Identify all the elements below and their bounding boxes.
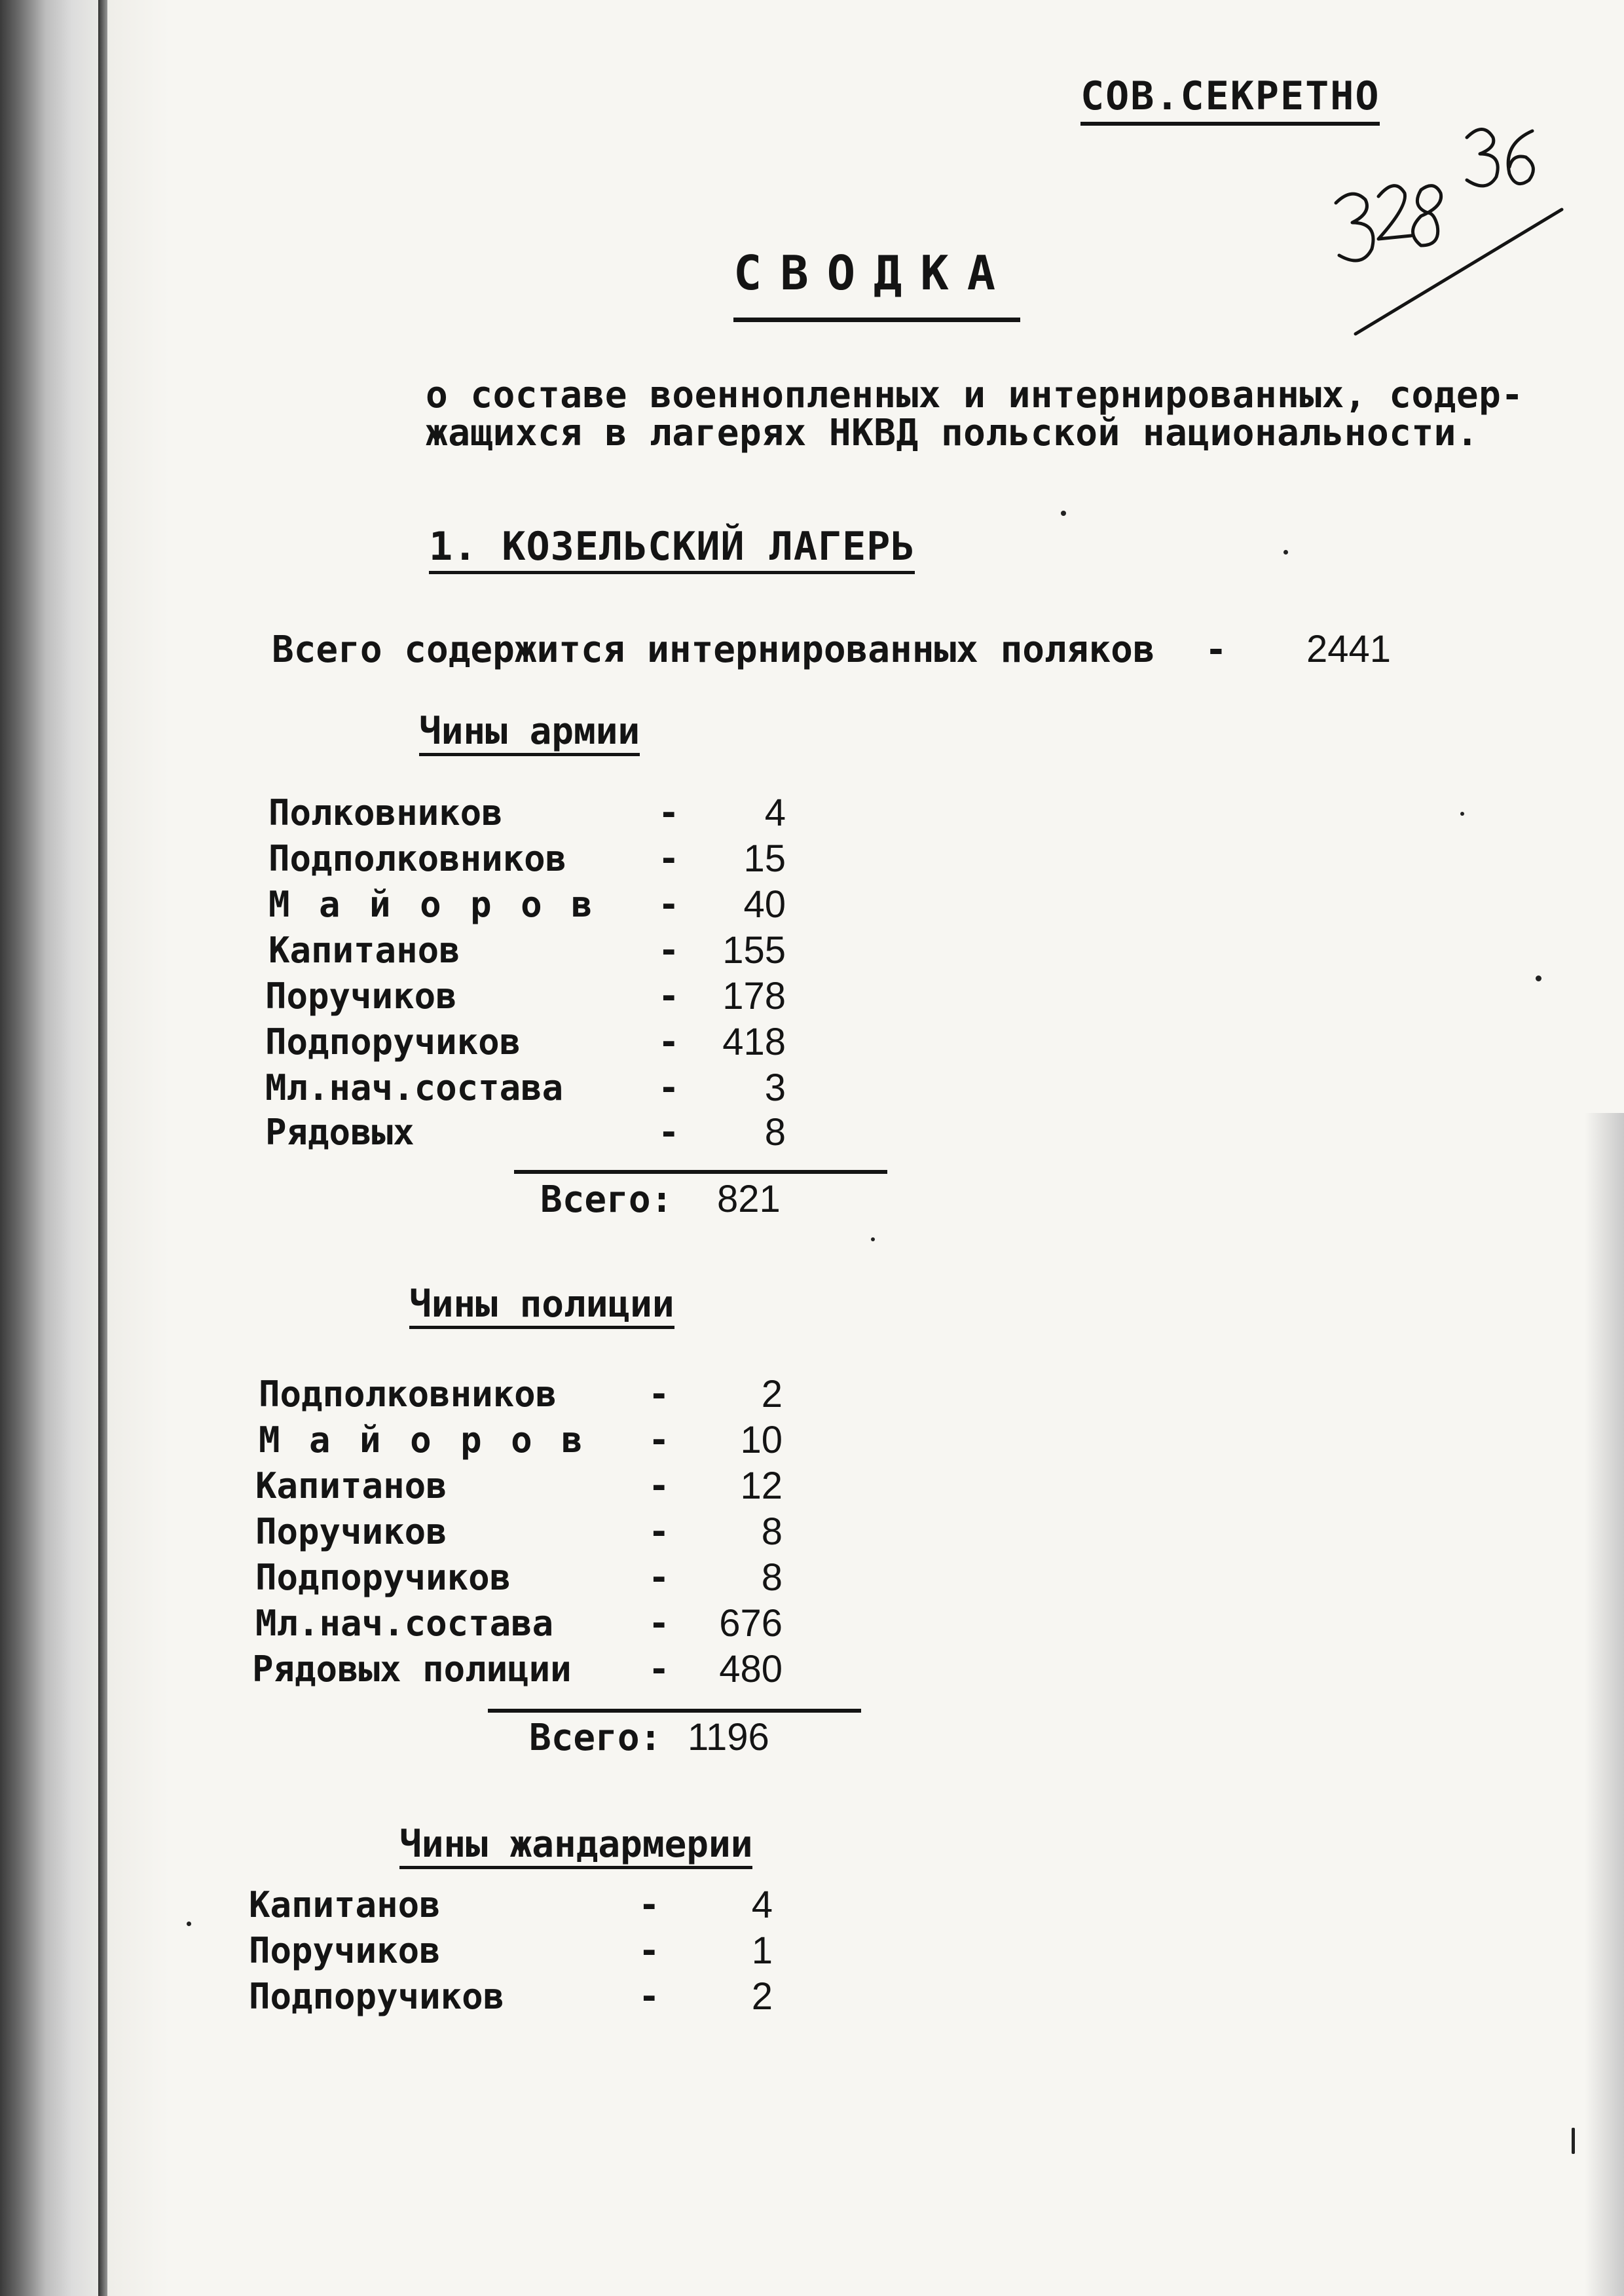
rank-value: 2 xyxy=(751,1975,773,2018)
subtitle-line: о составе военнопленных и интернированных, содер- xyxy=(426,374,1524,416)
rank-value: 155 xyxy=(722,929,786,972)
rank-dash: - xyxy=(648,1603,670,1644)
scan-mark xyxy=(1572,2128,1575,2154)
rank-value: 4 xyxy=(764,792,786,834)
rank-label: Подпоручиков xyxy=(255,1557,511,1598)
scan-speck xyxy=(871,1237,875,1241)
rank-label: Подпоручиков xyxy=(265,1021,521,1063)
rank-label: Рядовых полиции xyxy=(252,1649,572,1690)
rank-label: Подполковников xyxy=(259,1374,557,1415)
sum-label: Всего: xyxy=(540,1178,673,1221)
folio-handwriting xyxy=(1316,118,1565,354)
rank-label: Полковников xyxy=(268,792,503,833)
scan-speck xyxy=(1283,550,1288,555)
rank-dash: - xyxy=(658,975,680,1017)
subtitle-line: жащихся в лагерях НКВД польской национальности. xyxy=(426,412,1479,454)
document-title: СВОДКА xyxy=(733,246,1020,322)
binding-edge xyxy=(98,0,107,2296)
rank-dash: - xyxy=(648,1465,670,1506)
rank-value: 418 xyxy=(722,1021,786,1063)
rank-dash: - xyxy=(648,1374,670,1415)
rank-dash: - xyxy=(658,1067,680,1108)
group-heading-police: Чины полиции xyxy=(409,1283,674,1329)
rank-value: 676 xyxy=(719,1602,783,1645)
rank-dash: - xyxy=(638,1930,660,1971)
total-value: 2441 xyxy=(1306,628,1392,670)
scan-speck xyxy=(1061,511,1066,516)
rank-dash: - xyxy=(648,1649,670,1690)
classification-stamp: СОВ.СЕКРЕТНО xyxy=(1080,73,1380,126)
rank-value: 8 xyxy=(764,1111,786,1154)
rank-label: Мл.нач.состава xyxy=(265,1067,564,1108)
rank-label: Мл.нач.состава xyxy=(255,1603,554,1644)
rank-label: Поручиков xyxy=(255,1511,447,1552)
rank-dash: - xyxy=(658,930,680,971)
section-title: 1. КОЗЕЛЬСКИЙ ЛАГЕРЬ xyxy=(429,524,915,574)
sum-label: Всего: xyxy=(529,1717,662,1759)
total-label: Всего содержится интернированных поляков xyxy=(272,629,1155,671)
scan-speck xyxy=(1536,975,1541,981)
rank-value: 12 xyxy=(740,1465,783,1507)
rank-value: 40 xyxy=(743,883,786,926)
rank-dash: - xyxy=(658,1112,680,1153)
scan-speck xyxy=(187,1922,191,1926)
rank-value: 480 xyxy=(719,1648,783,1690)
rank-value: 10 xyxy=(740,1419,783,1461)
rank-dash: - xyxy=(648,1511,670,1552)
rank-label: Капитанов xyxy=(249,1884,441,1925)
rank-value: 2 xyxy=(761,1373,783,1415)
rank-dash: - xyxy=(638,1976,660,2017)
rank-dash: - xyxy=(648,1419,670,1461)
rank-value: 15 xyxy=(743,837,786,880)
document-subtitle xyxy=(426,376,1524,452)
rank-label: Поручиков xyxy=(249,1930,441,1971)
scan-speck xyxy=(1460,812,1464,816)
rank-dash: - xyxy=(658,792,680,833)
rank-label: Рядовых xyxy=(265,1112,415,1153)
rank-label: Капитанов xyxy=(255,1465,447,1506)
sum-value: 821 xyxy=(717,1178,781,1220)
rank-value: 1 xyxy=(751,1929,773,1972)
rank-label: Капитанов xyxy=(268,930,460,971)
rank-value: 8 xyxy=(761,1556,783,1599)
rank-value: 8 xyxy=(761,1510,783,1553)
rank-label: М а й о р о в xyxy=(268,884,597,925)
rank-label: Подполковников xyxy=(268,838,567,879)
rank-label: М а й о р о в xyxy=(259,1419,587,1461)
scan-edge-right xyxy=(1585,1113,1624,2296)
rank-dash: - xyxy=(648,1557,670,1598)
rank-dash: - xyxy=(638,1884,660,1925)
sum-rule xyxy=(514,1170,887,1174)
rank-value: 178 xyxy=(722,975,786,1017)
sum-rule xyxy=(488,1709,861,1713)
rank-dash: - xyxy=(658,838,680,879)
rank-value: 4 xyxy=(751,1884,773,1926)
rank-dash: - xyxy=(658,884,680,925)
sum-value: 1196 xyxy=(688,1716,769,1758)
group-heading-army: Чины армии xyxy=(419,710,640,756)
rank-label: Поручиков xyxy=(265,975,457,1017)
rank-value: 3 xyxy=(764,1066,786,1109)
rank-label: Подпоручиков xyxy=(249,1976,505,2017)
scan-edge-shadow xyxy=(0,0,170,2296)
total-dash: - xyxy=(1205,629,1227,671)
handwritten-folio-numbers xyxy=(1316,118,1565,354)
rank-dash: - xyxy=(658,1021,680,1063)
group-heading-gendarmerie: Чины жандармерии xyxy=(399,1823,752,1869)
